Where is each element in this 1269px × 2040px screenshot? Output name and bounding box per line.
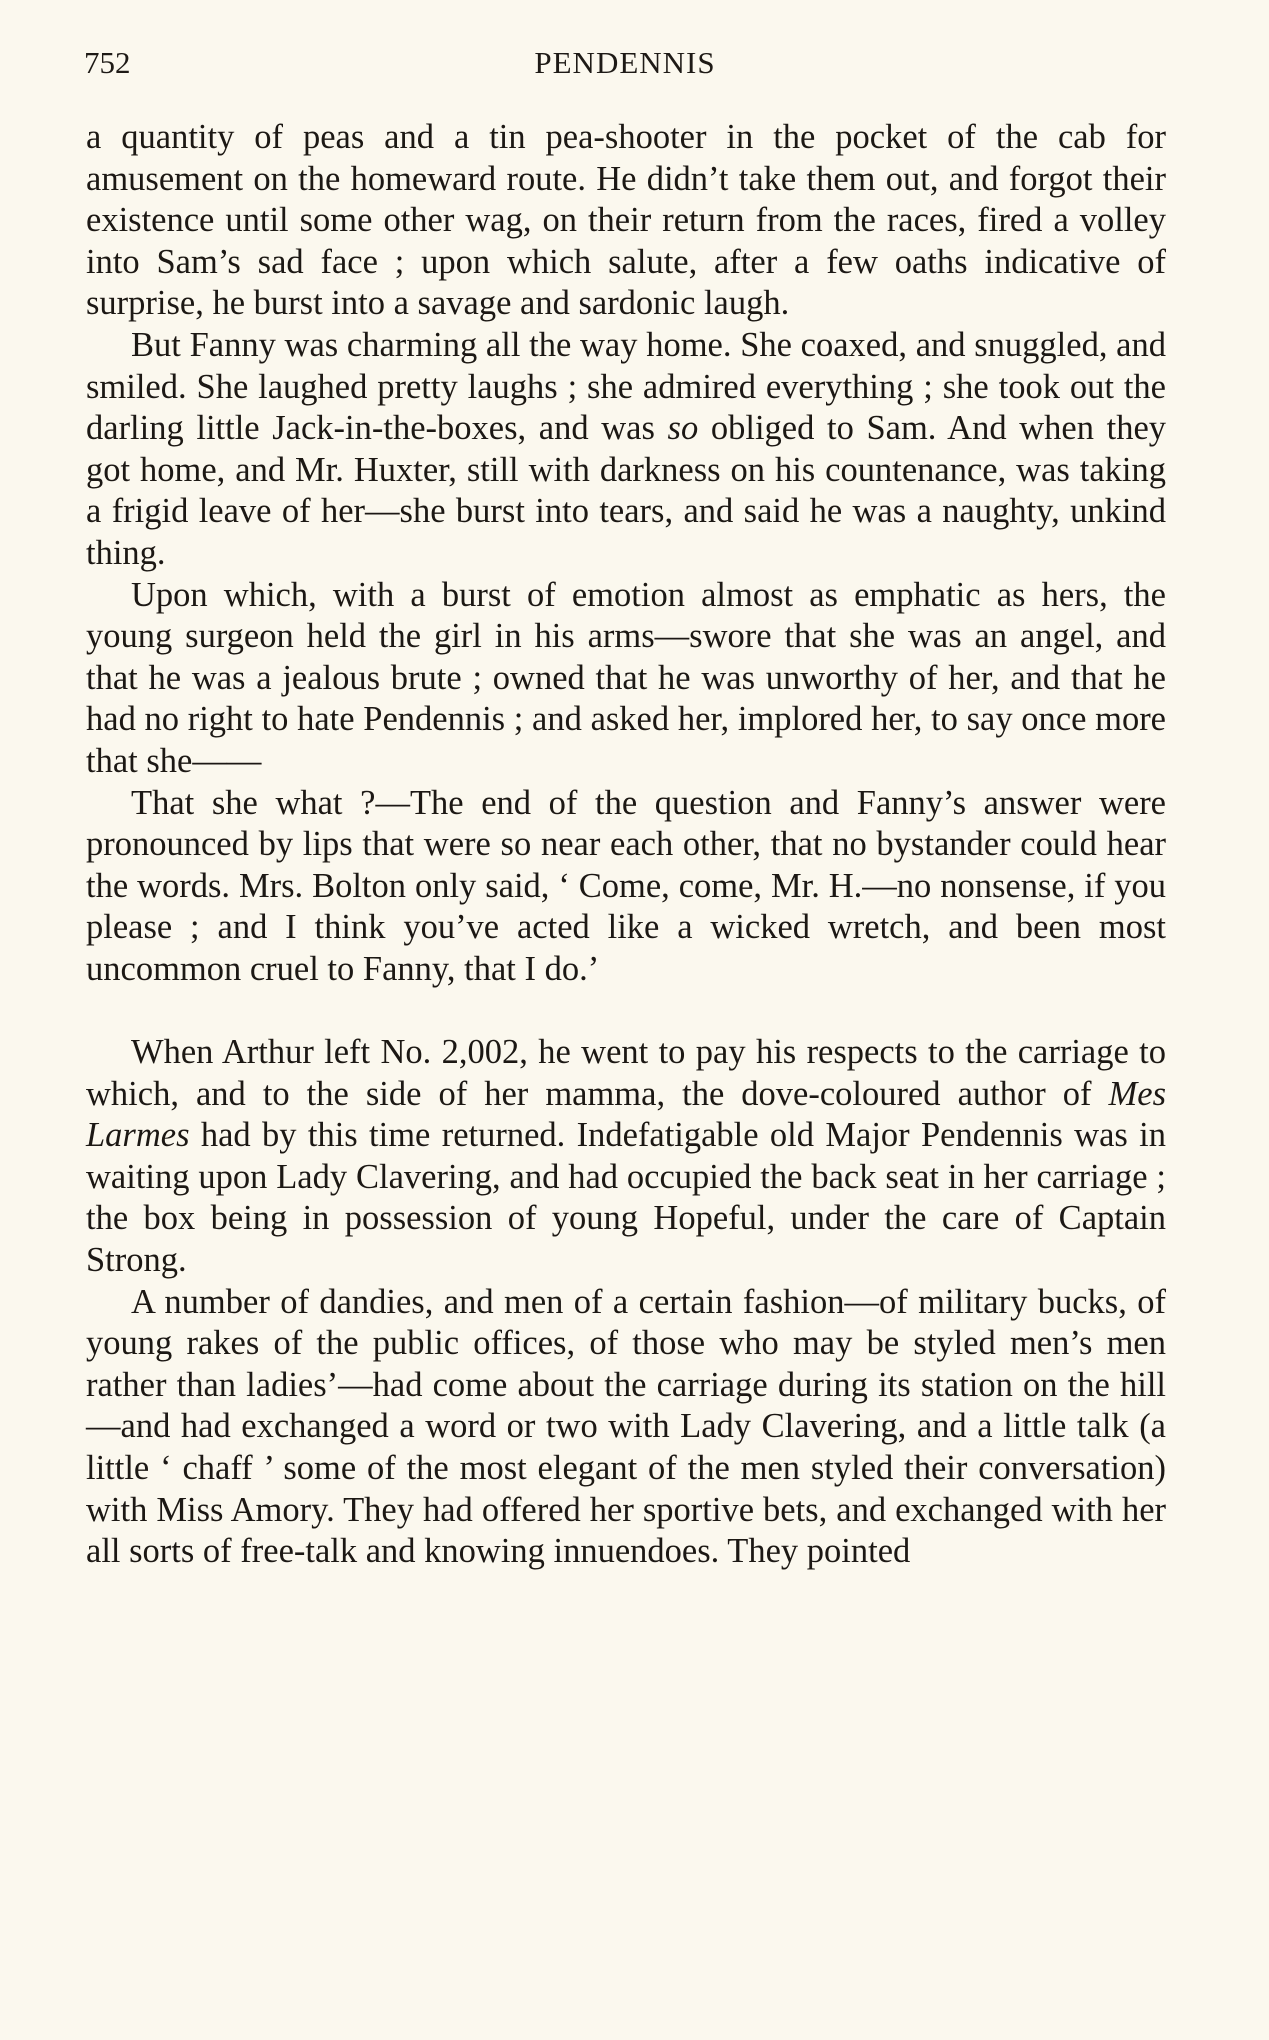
running-head: PENDENNIS — [534, 45, 716, 80]
paragraph-upon-which: Upon which, with a burst of emotion almost as emphatic as hers, the young surgeon held the girl in his arms—swore that she was an angel, and that he was a jealous brute ; owned that he was unworthy of her, and that he had no right to hate Pendennis ; and asked her, implored her, to say once more that she—— — [86, 575, 1166, 780]
body-text — [86, 117, 1166, 1573]
paragraph-when-arthur-left-text: When Arthur left No. 2,002, he went to pay his respects to the carriage to which, and to the side of her mamma, the dove-coloured author of Mes Larmes had by this time returned. Indefatigable old Major Pendennis was in waiting upon Lady Clavering, and had occupied the back seat in her carriage ; the box being in possession of young Hopeful, under the care of Captain Strong. — [86, 1033, 1166, 1280]
page-number: 752 — [84, 45, 131, 80]
paragraph-fanny-charming: But Fanny was charming all the way home. She coaxed, and snuggled, and smiled. She laughed pretty laughs ; she admired everything ; she took out the darling little Jack-in-the-boxes, and was so obliged to Sam. And when they got home, and Mr. Huxter, still with darkness on his countenance, was taking a frigid leave of her—she burst into tears, and said he was a naughty, unkind thing. — [86, 325, 1167, 572]
paragraph-number-of-dandies: A number of dandies, and men of a certain fashion—of military bucks, of young rakes of the public offices, of those who may be styled men’s men rather than ladies’—had come about the carriage during its station on the hill—and had exchanged a word or two with Lady Clavering, and a little talk (a little ‘ chaff ’ some of the most elegant of the men styled their conversation) with Miss Amory. They had offered her sportive bets, and exchanged with her all sorts of free-talk and knowing innuendoes. They pointed — [86, 1282, 1166, 1571]
italic-phrase: so — [667, 409, 699, 448]
paragraph-when-arthur-left — [86, 1032, 1166, 1282]
paragraph-that-she-what: That she what ?—The end of the question and Fanny’s answer were pronounced by lips that were so near each other, that no bystander could hear the words. Mrs. Bolton only said, ‘ Come, come, Mr. H.—no nonsense, if you please ; and I think you’ve acted like a wicked wretch, and been most uncommon cruel to Fanny, that I do.’ — [86, 783, 1166, 988]
italic-phrase: Mes Larmes — [86, 1074, 1166, 1155]
paragraph-continuation: a quantity of peas and a tin pea-shooter in the pocket of the cab for amusement on the homeward route. He didn’t take them out, and forgot their existence until some other wag, on their return from the races, fired a volley into Sam’s sad face ; upon which salute, after a few oaths indicative of surprise, he burst into a savage and sardonic laugh. — [86, 118, 1166, 323]
page-header — [84, 45, 1166, 89]
